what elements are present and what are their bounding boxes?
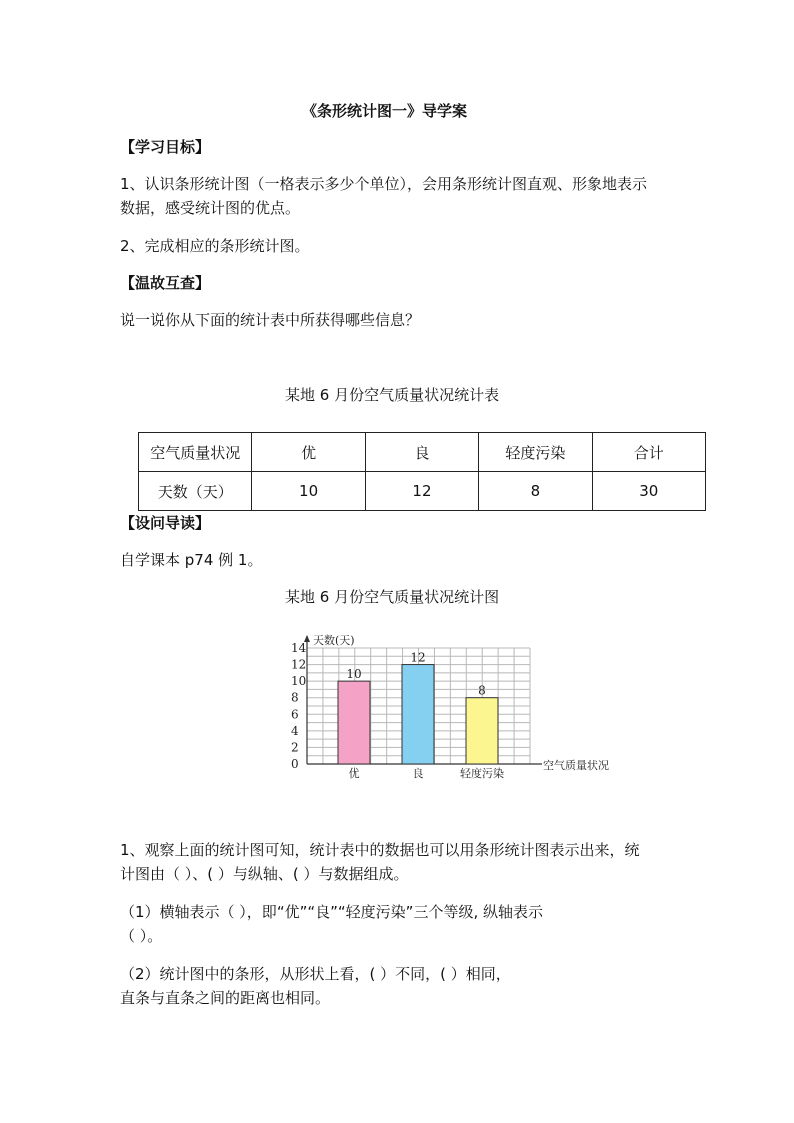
y-tick-label: 10 — [291, 674, 307, 689]
y-tick-label: 6 — [291, 707, 299, 722]
table-header-cell: 良 — [365, 433, 478, 472]
x-axis-label: 空气质量状况 — [543, 759, 609, 772]
table-cell: 10 — [252, 472, 365, 511]
x-tick-label: 轻度污染 — [460, 767, 504, 780]
question-1-2-line-2: 直条与直条之间的距离也相同。 — [120, 989, 331, 1007]
table-header-cell: 轻度污染 — [479, 433, 592, 472]
table-row — [139, 472, 706, 511]
y-tick-label: 8 — [291, 690, 299, 705]
y-tick-label: 2 — [291, 740, 299, 755]
section-heading-review: 【温故互查】 — [120, 274, 211, 292]
bar — [338, 681, 370, 764]
data-label: 12 — [410, 650, 426, 665]
table-header-row — [139, 433, 706, 472]
table-header-cell: 空气质量状况 — [139, 433, 252, 472]
air-quality-table — [138, 432, 706, 511]
section-heading-goals: 【学习目标】 — [120, 138, 211, 156]
x-tick-label: 良 — [412, 767, 424, 780]
y-tick-label: 14 — [291, 641, 307, 655]
table-caption: 某地 6 月份空气质量状况统计表 — [285, 386, 500, 404]
data-label: 10 — [346, 667, 362, 682]
data-label: 8 — [478, 683, 486, 698]
goal-item-1-line-1: 1、认识条形统计图（一格表示多少个单位），会用条形统计图直观、形象地表示 — [120, 175, 648, 193]
table-header-cell: 优 — [252, 433, 365, 472]
table-cell: 天数（天） — [139, 472, 252, 511]
y-axis-label: 天数(天) — [313, 634, 355, 647]
question-1-2-line-1: （2）统计图中的条形，从形状上看，( ）不同，( ）相同， — [120, 965, 511, 983]
review-prompt: 说一说你从下面的统计表中所获得哪些信息？ — [120, 311, 421, 329]
bar — [402, 665, 434, 764]
guide-intro: 自学课本 p74 例 1。 — [120, 551, 263, 569]
chart-caption: 某地 6 月份空气质量状况统计图 — [285, 588, 500, 606]
bar — [466, 698, 498, 764]
page-title: 《条形统计图一》导学案 — [302, 102, 468, 120]
question-1-1-line-2: （ ）。 — [120, 927, 163, 945]
section-heading-guide: 【设问导读】 — [120, 514, 211, 532]
table-cell: 30 — [592, 472, 705, 511]
question-1-line-1: 1、观察上面的统计图可知，统计表中的数据也可以用条形统计图表示出来，统 — [120, 841, 640, 859]
table-cell: 8 — [479, 472, 592, 511]
table-header-cell: 合计 — [592, 433, 705, 472]
y-tick-label: 4 — [291, 723, 299, 738]
table-cell: 12 — [365, 472, 478, 511]
question-1-1-line-1: （1）横轴表示（ ），即“优”“良”“轻度污染”三个等级, 纵轴表示 — [120, 903, 543, 921]
x-tick-label: 优 — [348, 767, 360, 780]
y-tick-label: 0 — [291, 757, 299, 771]
goal-item-2: 2、完成相应的条形统计图。 — [120, 237, 310, 255]
goal-item-1-line-2: 数据，感受统计图的优点。 — [120, 199, 301, 217]
bar-chart — [280, 626, 640, 786]
y-tick-label: 12 — [291, 657, 307, 672]
question-1-line-2: 计图由（ ）、( ）与纵轴、( ）与数据组成。 — [120, 865, 409, 883]
